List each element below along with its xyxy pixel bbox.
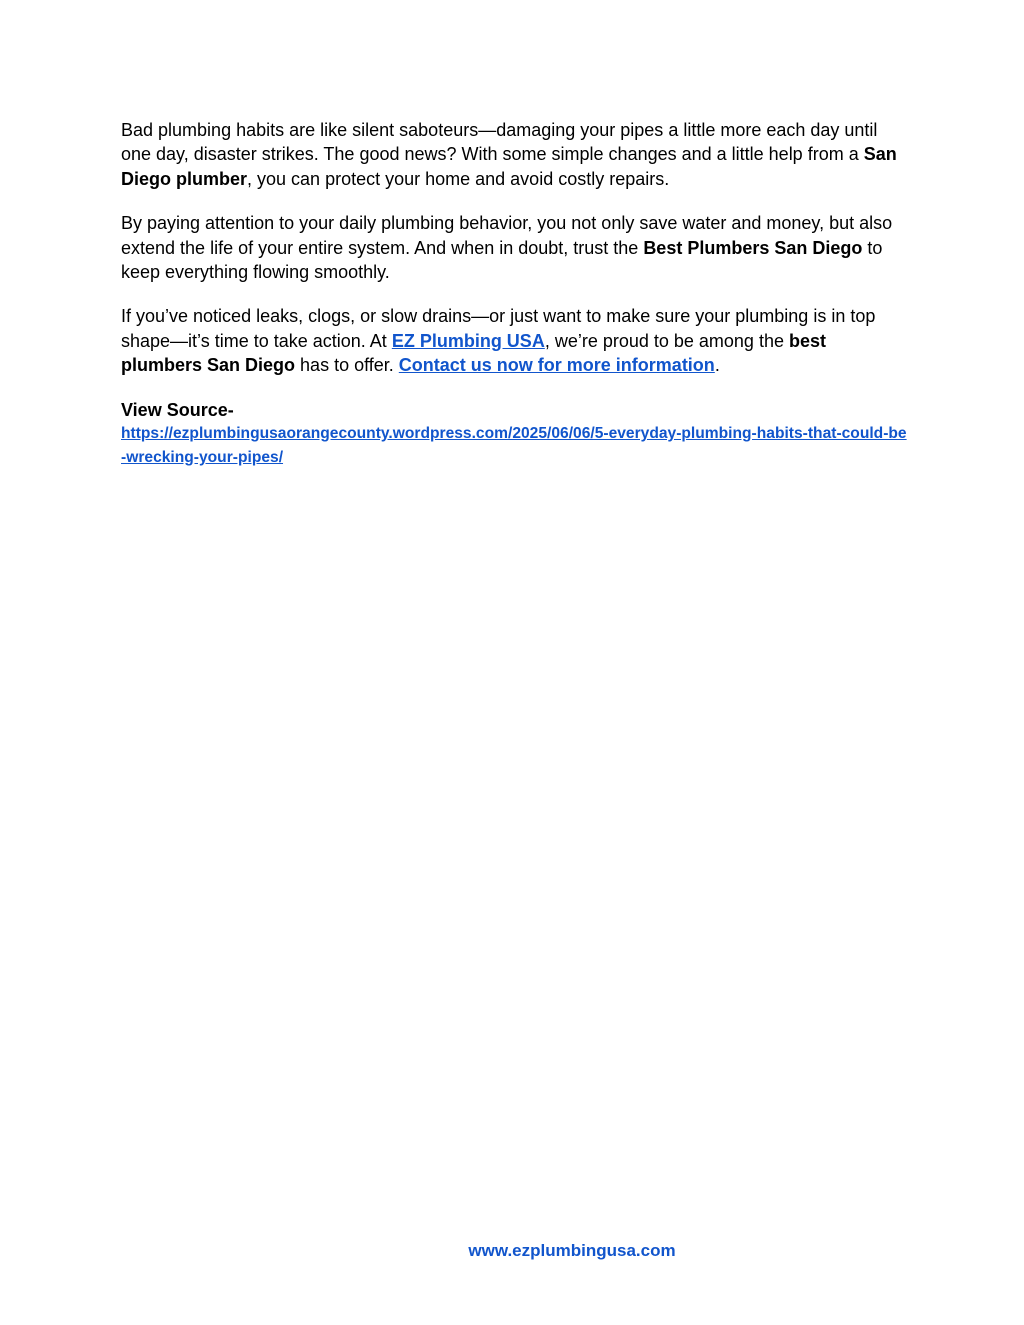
contact-us-link[interactable]: Contact us now for more information [398,355,715,376]
paragraph-text: , we’re proud to be among the [544,330,789,351]
paragraph-habits [121,211,911,284]
paragraph-text: By paying attention to your daily plumbing behavior, you not only save water and money, but also extend the life of your entire system. And when in doubt, trust the [121,213,893,258]
paragraph-cta [121,304,911,377]
paragraph-intro [121,118,911,191]
paragraph-text: , you can protect your home and avoid costly repairs. [247,168,670,189]
bold-keyword: best plumbers San Diego [121,330,826,376]
paragraph-text: has to offer. [295,355,399,376]
source-url-link[interactable]: https://ezplumbingusaorangecounty.wordpress.com/2025/06/06/5-everyday-plumbing-habits-that-could-be-wrecking-your-pipes/ [121,424,907,466]
paragraph-text: . [714,355,720,376]
source-label: View Source- [121,399,234,420]
bold-keyword: Best Plumbers San Diego [643,237,863,258]
source-section [121,398,911,470]
bold-keyword: San Diego plumber [121,144,897,189]
paragraph-text: Bad plumbing habits are like silent saboteurs—damaging your pipes a little more each day until one day, disaster strikes. The good news? With some simple changes and a little help from a [121,120,878,165]
document-body [121,118,911,470]
website-link[interactable]: www.ezplumbingusa.com [468,1241,676,1260]
paragraph-text: If you’ve noticed leaks, clogs, or slow drains—or just want to make sure your plumbing is in top shape—it’s time to take action. At [121,306,876,351]
paragraph-text: to keep everything flowing smoothly. [121,237,883,283]
footer [0,1240,1024,1262]
ez-plumbing-link[interactable]: EZ Plumbing USA [391,330,545,351]
